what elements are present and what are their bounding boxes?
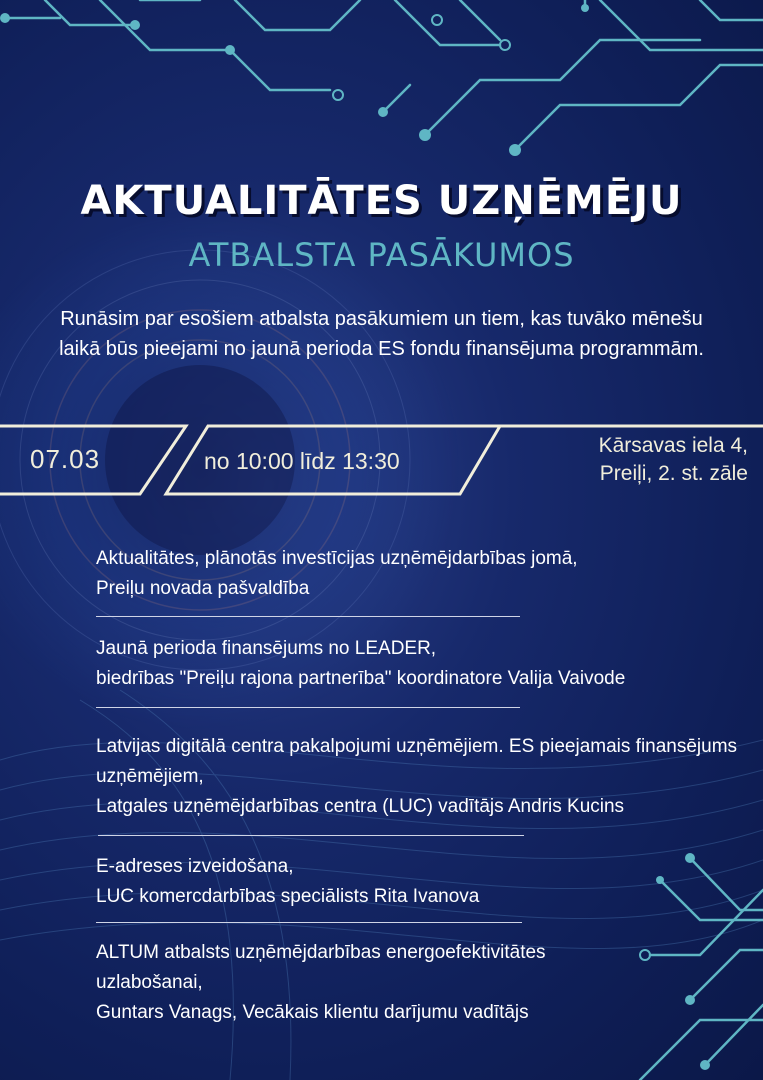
agenda-divider bbox=[96, 922, 522, 923]
agenda-item-speaker: biedrības "Preiļu rajona partnerība" koordinatore Valija Vaivode bbox=[96, 668, 626, 689]
agenda-item-5 bbox=[96, 938, 656, 1028]
circuit-lines-top bbox=[5, 0, 763, 150]
event-date: 07.03 bbox=[30, 444, 101, 474]
agenda-divider bbox=[96, 616, 520, 617]
agenda-item-topic: Latvijas digitālā centra pakalpojumi uzņēmējiem. ES pieejamais finansējums uzņēmējiem, bbox=[96, 736, 738, 787]
agenda-item-3 bbox=[96, 732, 746, 822]
event-place-line-2: Preiļi, 2. st. zāle bbox=[599, 462, 748, 485]
event-place bbox=[520, 432, 748, 488]
agenda-divider bbox=[98, 835, 524, 836]
event-place-line-1: Kārsavas iela 4, bbox=[598, 434, 748, 457]
agenda-item-2 bbox=[96, 634, 746, 694]
agenda-item-topic: Aktualitātes, plānotās investīcijas uzņēmējdarbības jomā, bbox=[96, 548, 578, 569]
agenda-item-topic: Jaunā perioda finansējums no LEADER, bbox=[96, 638, 437, 659]
agenda-item-speaker: Guntars Vanags, Vecākais klientu darījumu vadītājs bbox=[96, 1002, 529, 1023]
agenda-divider bbox=[96, 707, 520, 708]
title-line-2: ATBALSTA PASĀKUMOS bbox=[188, 236, 575, 274]
title-line-1: AKTUALITĀTES UZŅĒMĒJU bbox=[80, 178, 683, 224]
agenda-item-speaker: LUC komercdarbības speciālists Rita Ivanova bbox=[96, 886, 480, 907]
intro-text: Runāsim par esošiem atbalsta pasākumiem un tiem, kas tuvāko mēnešu laikā būs pieejami no jaunā perioda ES fondu finansējuma programmām. bbox=[59, 308, 704, 360]
agenda-item-speaker: Latgales uzņēmējdarbības centra (LUC) vadītājs Andris Kucins bbox=[96, 796, 625, 817]
agenda-item-1 bbox=[96, 544, 746, 604]
agenda-item-speaker: Preiļu novada pašvaldība bbox=[96, 578, 310, 599]
agenda-item-topic: ALTUM atbalsts uzņēmējdarbības energoefektivitātes uzlabošanai, bbox=[96, 942, 546, 993]
event-time: no 10:00 līdz 13:30 bbox=[204, 448, 400, 474]
agenda-item-topic: E-adreses izveidošana, bbox=[96, 856, 294, 877]
agenda-item-4 bbox=[96, 852, 746, 912]
